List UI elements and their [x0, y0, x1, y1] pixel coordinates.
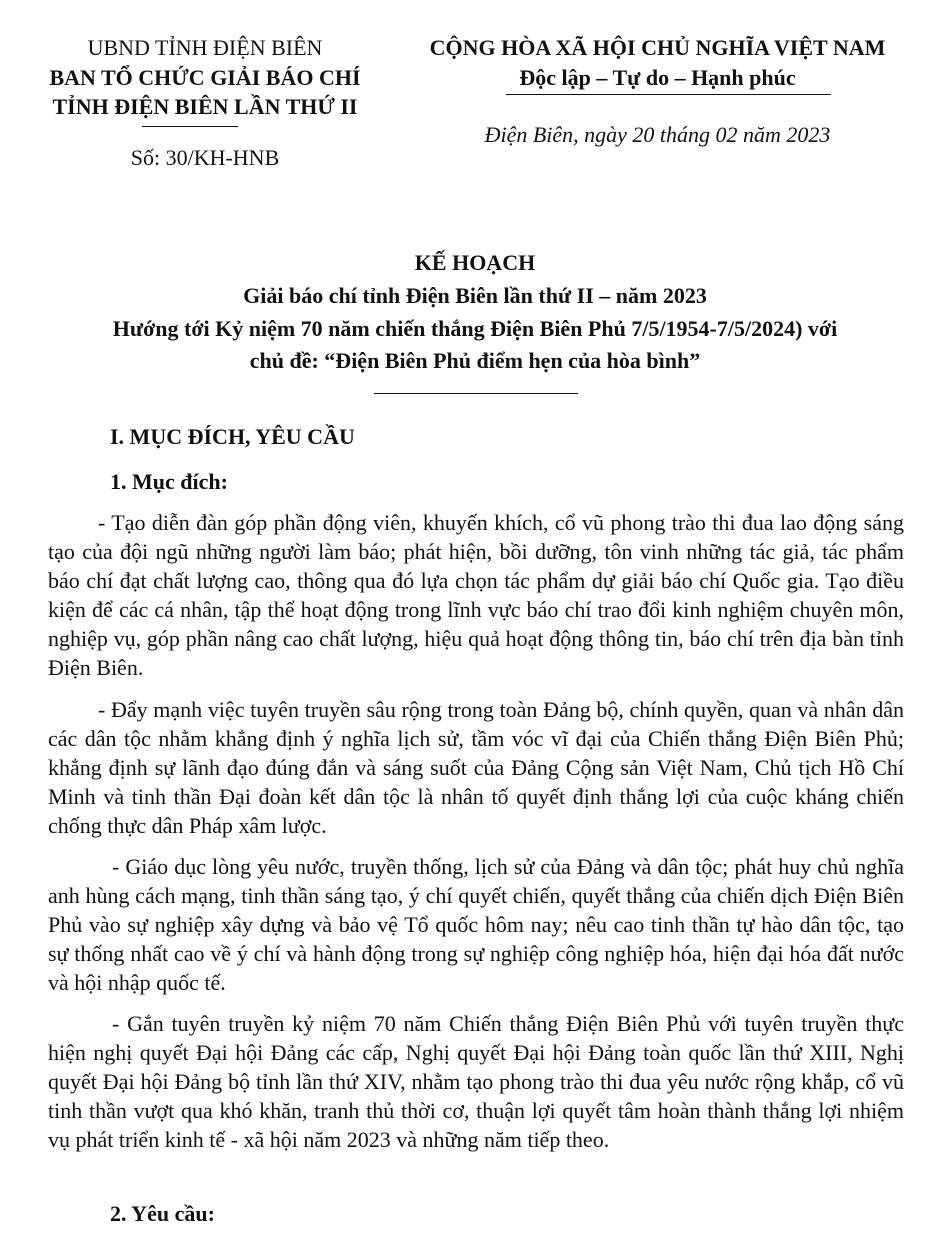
section-heading-purpose-requirements: I. MỤC ĐÍCH, YÊU CẦU	[110, 424, 355, 449]
plan-subject: Giải báo chí tỉnh Điện Biên lần thứ II – năm 2023	[243, 283, 707, 308]
national-motto: Độc lập – Tự do – Hạnh phúc	[519, 65, 796, 90]
national-title: CỘNG HÒA XÃ HỘI CHỦ NGHĨA VIỆT NAM	[429, 35, 886, 60]
subsection-heading-purpose: 1. Mục đích:	[110, 469, 228, 494]
document-type-title: KẾ HOẠCH	[414, 250, 536, 275]
left-header-divider	[142, 126, 238, 127]
purpose-paragraph: - Tạo diễn đàn góp phần động viên, khuyến khích, cổ vũ phong trào thi đua lao động sáng tạo của đội ngũ những người làm báo; phát hiện, bồi dưỡng, tôn vinh những tác giả, tác phẩm báo chí đạt chất lượng cao, thông qua đó lựa chọn tác phẩm dự giải báo chí Quốc gia. Tạo điều kiện để các cá nhân, tập thể hoạt động trong lĩnh vực báo chí trao đổi kinh nghiệm chuyên môn, nghiệp vụ, góp phần nâng cao chất lượng, hiệu quả hoạt động thông tin, báo chí trên địa bàn tỉnh Điện Biên.	[48, 510, 904, 680]
place-and-date: Điện Biên, ngày 20 tháng 02 năm 2023	[484, 122, 831, 147]
plan-occasion: Hướng tới Kỷ niệm 70 năm chiến thắng Điện Biên Phủ 7/5/1954-7/5/2024) với	[112, 316, 838, 341]
title-divider	[374, 393, 578, 394]
organizing-committee: BAN TỔ CHỨC GIẢI BÁO CHÍ	[49, 65, 361, 90]
plan-theme: chủ đề: “Điện Biên Phủ điểm hẹn của hòa bình”	[249, 348, 701, 373]
purpose-paragraph: - Gắn tuyên truyền kỷ niệm 70 năm Chiến thắng Điện Biên Phủ với tuyên truyền thực hiện nghị quyết Đại hội Đảng các cấp, Nghị quyết Đại hội Đảng toàn quốc lần thứ XIII, Nghị quyết Đại hội Đảng bộ tỉnh lần thứ XIV, nhằm tạo phong trào thi đua yêu nước rộng khắp, cổ vũ tinh thần vượt qua khó khăn, tranh thủ thời cơ, thuận lợi quyết tâm hoàn thành thắng lợi nhiệm vụ phát triển kinh tế - xã hội năm 2023 và những năm tiếp theo.	[48, 1011, 904, 1152]
subsection-heading-requirements: 2. Yêu cầu:	[110, 1201, 215, 1226]
organizing-committee-province: TỈNH ĐIỆN BIÊN LẦN THỨ II	[52, 94, 358, 119]
document-number: Số: 30/KH-HNB	[130, 145, 280, 170]
motto-underline	[506, 94, 831, 95]
purpose-paragraph: - Giáo dục lòng yêu nước, truyền thống, lịch sử của Đảng và dân tộc; phát huy chủ nghĩa anh hùng cách mạng, tinh thần sáng tạo, ý chí quyết chiến, quyết thắng của chiến dịch Điện Biên Phủ vào sự nghiệp xây dựng và bảo vệ Tổ quốc hôm nay; nêu cao tinh thần tự hào dân tộc, tạo sự thống nhất cao về ý chí và hành động trong sự nghiệp công nghiệp hóa, hiện đại hóa đất nước và hội nhập quốc tế.	[48, 854, 904, 995]
purpose-paragraph: - Đẩy mạnh việc tuyên truyền sâu rộng trong toàn Đảng bộ, chính quyền, quan và nhân dân các dân tộc nhằm khẳng định ý nghĩa lịch sử, tầm vóc vĩ đại của Chiến thắng Điện Biên Phủ; khẳng định sự lãnh đạo đúng đắn và sáng suốt của Đảng Cộng sản Việt Nam, Chủ tịch Hồ Chí Minh và tinh thần Đại đoàn kết dân tộc là nhân tố quyết định thắng lợi của cuộc kháng chiến chống thực dân Pháp xâm lược.	[48, 697, 904, 838]
issuing-authority: UBND TỈNH ĐIỆN BIÊN	[87, 35, 323, 60]
